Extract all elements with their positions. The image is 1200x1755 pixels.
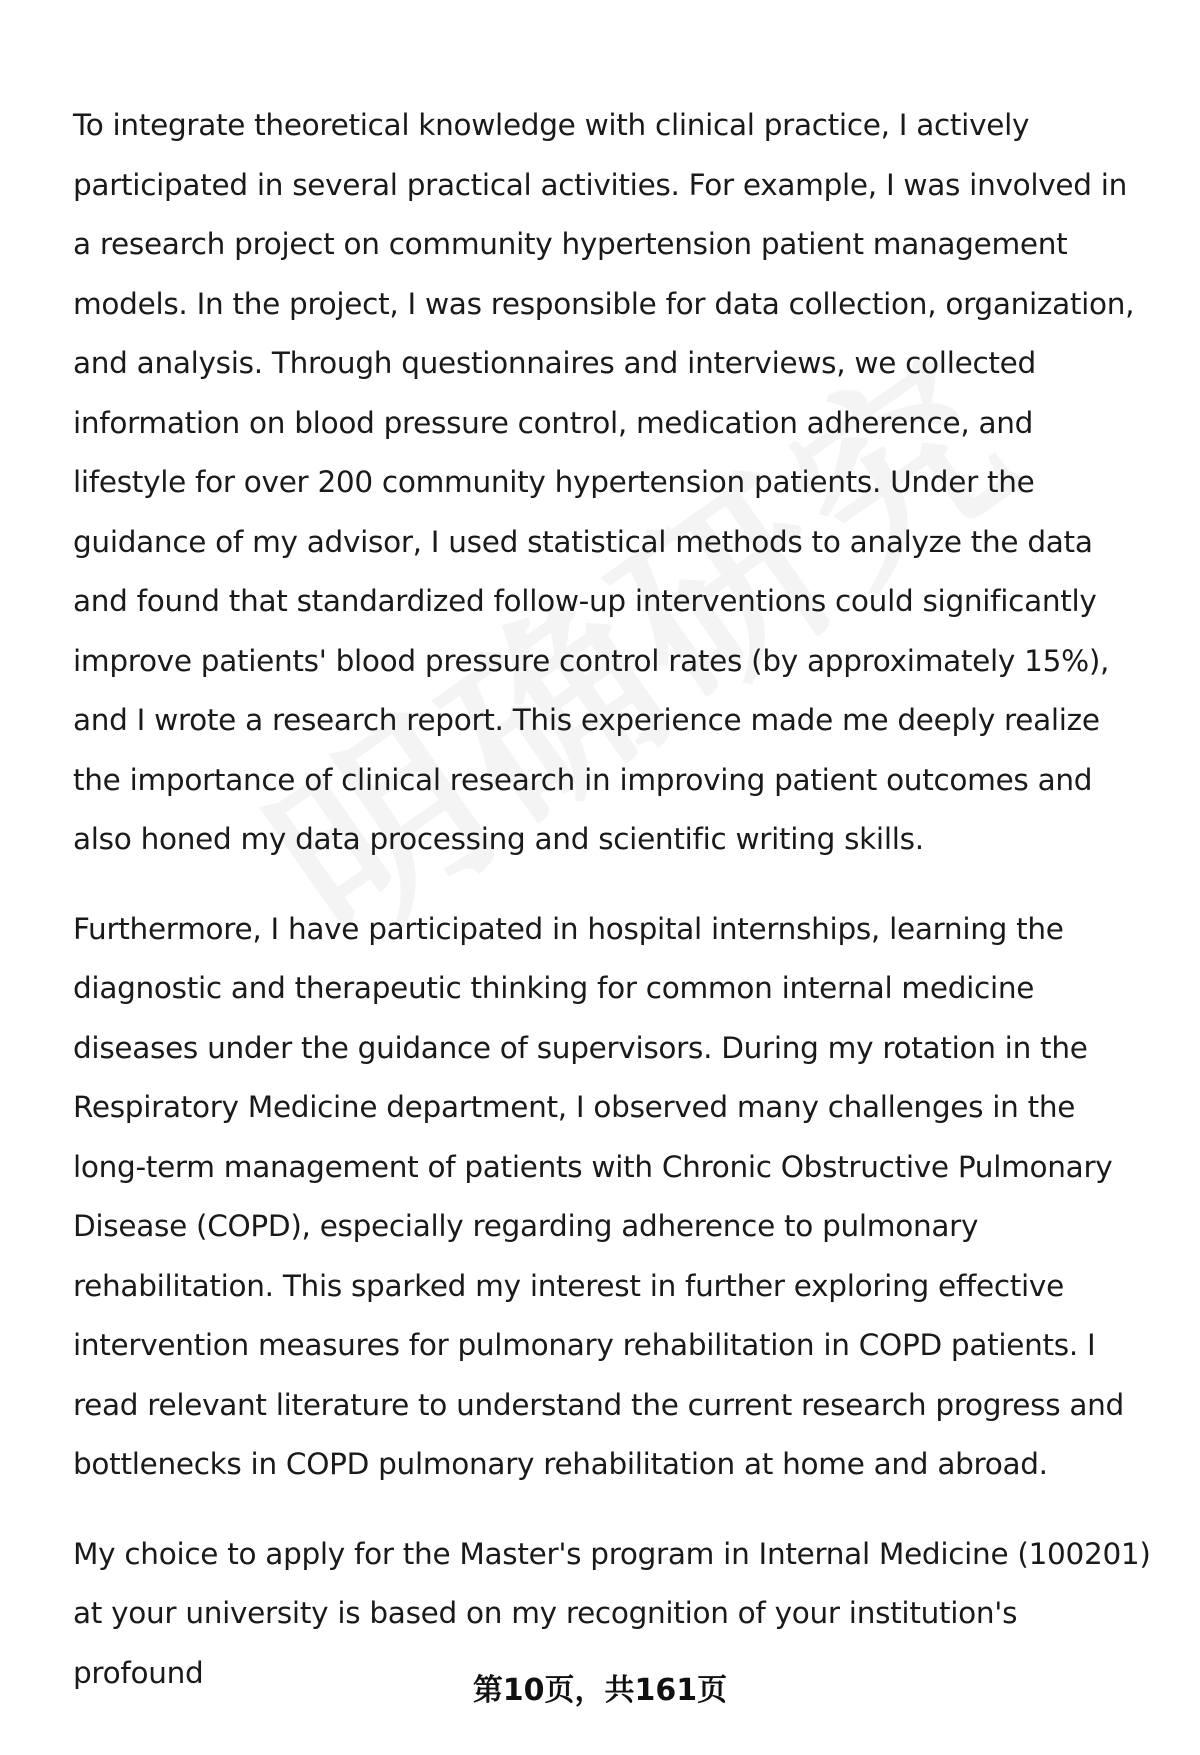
paragraph-hospital-internships: Furthermore, I have participated in hospital internships, learning the diagnostic and therapeutic thinking for common internal medicine diseases under the guidance of supervisors. During my rotation in the Respiratory Medicine department, I observed many challenges in the long-term management of patients with Chronic Obstructive Pulmonary Disease (COPD), especially regarding adherence to pulmonary rehabilitation. This sparked my interest in further exploring effective intervention measures for pulmonary rehabilitation in COPD patients. I read relevant literature to understand the current research progress and bottlenecks in COPD pulmonary rehabilitation at home and abroad.: [73, 911, 1124, 1481]
paragraph-program-choice: My choice to apply for the Master's program in Internal Medicine (100201) at your university is based on my recognition of your institution's profound: [73, 1536, 1151, 1690]
page-number-footer: 第10页，共161页: [472, 1673, 728, 1708]
document-body: [73, 96, 1153, 1733]
paragraph-practical-activities: To integrate theoretical knowledge with clinical practice, I actively participated in several practical activities. For example, I was involved in a research project on community hypertension patient management models. In the project, I was responsible for data collection, organization, and analysis. Through questionnaires and interviews, we collected information on blood pressure control, medication adherence, and lifestyle for over 200 community hypertension patients. Under the guidance of my advisor, I used statistical methods to analyze the data and found that standardized follow-up interventions could significantly improve patients' blood pressure control rates (by approximately 15%), and I wrote a research report. This experience made me deeply realize the importance of clinical research in improving patient outcomes and also honed my data processing and scientific writing skills.: [73, 108, 1135, 856]
